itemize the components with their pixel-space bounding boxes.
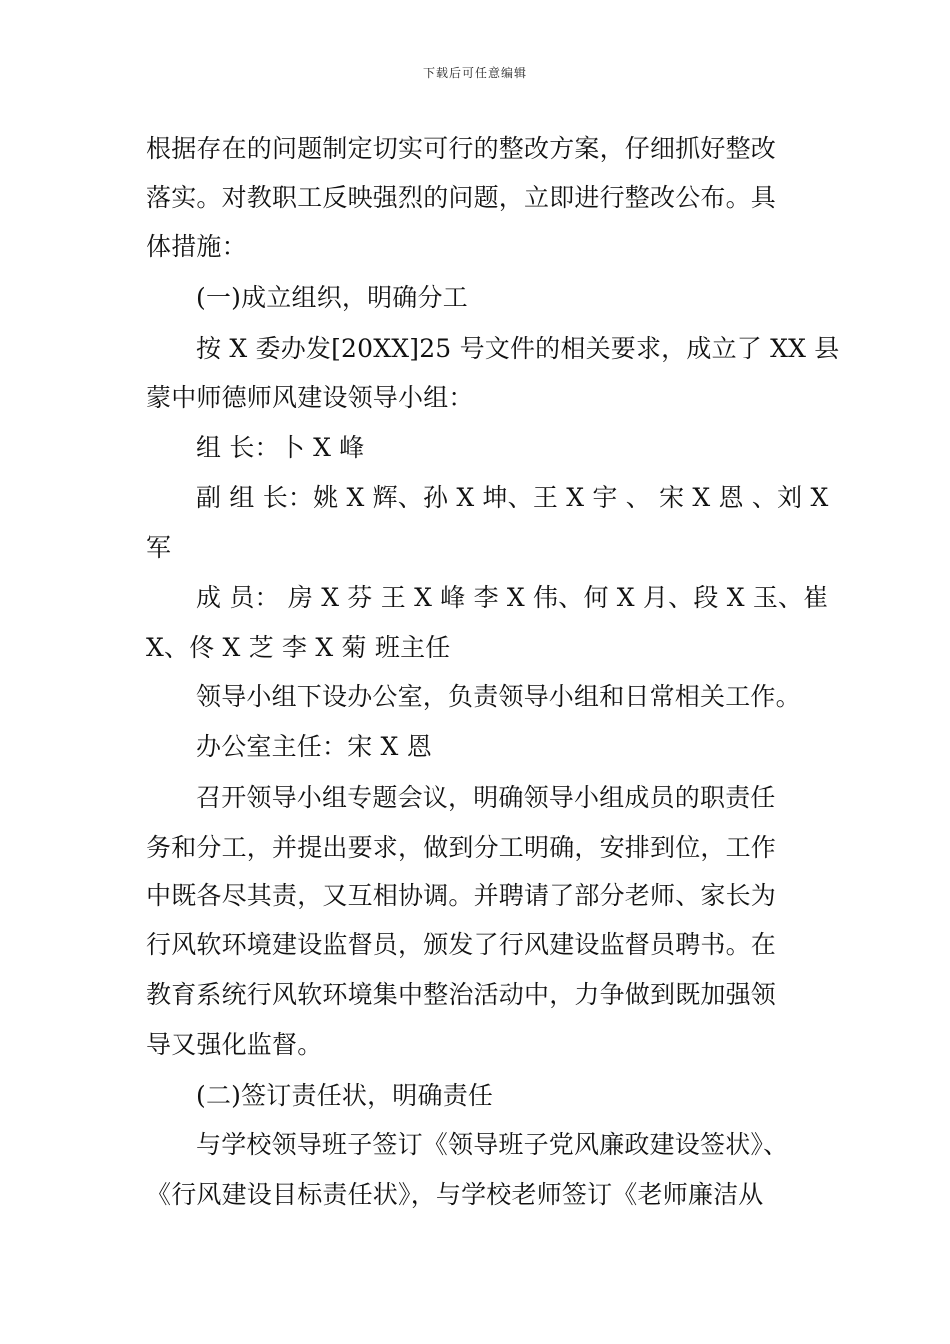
body-line: 体措施： <box>146 232 247 261</box>
body-line: 教育系统行风软环境集中整治活动中，力争做到既加强领 <box>146 980 777 1009</box>
member-line: 组 长：卜 X 峰 <box>196 433 365 462</box>
body-line: 行风软环境建设监督员，颁发了行风建设监督员聘书。在 <box>146 930 777 959</box>
member-line: 副 组 长：姚 X 辉、孙 X 坤、王 X 宇 、 宋 X 恩 、刘 X <box>196 483 829 512</box>
body-line: 落实。对教职工反映强烈的问题，立即进行整改公布。具 <box>146 183 777 212</box>
member-line: 军 <box>146 533 172 562</box>
body-line: 领导小组下设办公室，负责领导小组和日常相关工作。 <box>196 682 801 711</box>
member-line: X、佟 X 芝 李 X 菊 班主任 <box>146 633 451 662</box>
body-line: 中既各尽其责，又互相协调。并聘请了部分老师、家长为 <box>146 881 777 910</box>
section-heading: (二)签订责任状，明确责任 <box>196 1081 494 1110</box>
body-line: 与学校领导班子签订《领导班子党风廉政建设签状》、 <box>196 1130 789 1159</box>
member-line: 成 员： 房 X 芬 王 X 峰 李 X 伟、何 X 月、段 X 玉、崔 <box>196 583 829 612</box>
body-line: 导又强化监督。 <box>146 1030 323 1059</box>
body-line: 《行风建设目标责任状》，与学校老师签订《老师廉洁从 <box>146 1180 764 1209</box>
body-line: 蒙中师德师风建设领导小组： <box>146 383 474 412</box>
body-line: 召开领导小组专题会议，明确领导小组成员的职责任 <box>196 783 776 812</box>
body-line: 办公室主任：宋 X 恩 <box>196 732 432 761</box>
body-line: 务和分工，并提出要求，做到分工明确，安排到位，工作 <box>146 833 777 862</box>
section-heading: (一)成立组织，明确分工 <box>196 283 468 312</box>
page-header: 下载后可任意编辑 <box>422 66 527 80</box>
body-line: 按 X 委办发[20XX]25 号文件的相关要求，成立了 XX 县 <box>196 334 840 363</box>
body-line: 根据存在的问题制定切实可行的整改方案，仔细抓好整改 <box>146 134 777 163</box>
